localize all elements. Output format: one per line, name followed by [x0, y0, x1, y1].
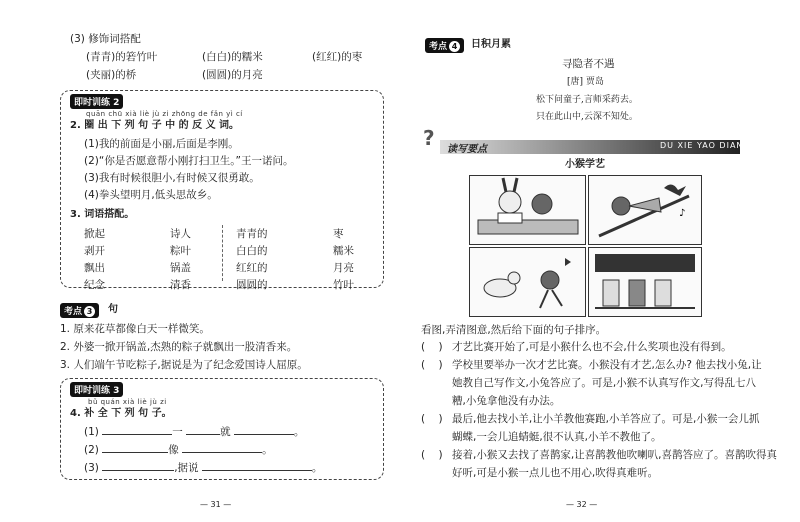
point4-badge-label: 考点	[429, 42, 448, 52]
fill-text: 。	[262, 444, 273, 456]
point3-title: 句	[108, 304, 118, 315]
story-panel-classroom	[469, 175, 586, 245]
paren-close: )	[438, 341, 443, 353]
drill2-item: (2)“你是否愿意帮小刚打扫卫生。”王一诺问。	[84, 155, 294, 167]
drill2-task: 2. 圈 出 下 列 句 子 中 的 反 义 词。	[70, 120, 240, 131]
point3-badge	[60, 303, 99, 318]
sentence: 2. 外婆一掀开锅盖,杰熟的粽子就飘出一股清香来。	[60, 341, 298, 353]
drill3-pinyin: bǔ quán xià liè jù zi	[88, 398, 167, 406]
paren-close: )	[438, 359, 443, 371]
match-word: 红红的	[236, 262, 268, 274]
match-word: 竹叶	[333, 279, 354, 291]
order-paren[interactable]	[421, 448, 443, 462]
fill-blank[interactable]	[102, 434, 172, 435]
drill2-item: (1)我的前面是小丽,后面是李刚。	[84, 138, 239, 150]
fill-text: 。	[311, 462, 323, 474]
story-panel-running	[469, 247, 586, 317]
page-number: — 31 —	[200, 500, 232, 509]
match-word: 锅盖	[170, 262, 191, 274]
drill2-pinyin: quān chū xià liè jù zi zhōng de fǎn yì cí	[86, 110, 243, 118]
point4-title: 日积月累	[471, 39, 511, 50]
order-item: 才艺比赛开始了,可是小猴什么也不会,什么奖项也没有得到。	[452, 341, 732, 353]
drill2-item: (4)拳头望明月,低头思故乡。	[84, 189, 218, 201]
sentence: 1. 原来花草都像白天一样微笑。	[60, 323, 210, 335]
drill2-item: (3)我有时候很胆小,有时候又很勇敢。	[84, 172, 260, 184]
story-title: 小猴学艺	[565, 159, 605, 170]
fill-text: 就	[220, 426, 231, 438]
modifier-pair: (白白)的糯米	[202, 51, 263, 63]
match-word: 纪念	[84, 279, 105, 291]
poem-title: 寻隐者不遇	[562, 58, 615, 70]
drill3-badge: 即时训练 3	[70, 382, 123, 397]
order-item-cont: 糟,小兔拿他没有办法。	[452, 395, 561, 407]
match-word: 诗人	[170, 228, 191, 240]
rabbit-monkey-illustration	[470, 176, 585, 244]
order-item: 接着,小猴又去找了喜鹊家,让喜鹊教他吹喇叭,喜鹊答应了。喜鹊吹得真	[452, 449, 778, 461]
point4-badge	[425, 38, 464, 53]
paren-open: (	[421, 341, 426, 353]
fill-text: 。	[293, 426, 305, 438]
paren-open: (	[421, 359, 426, 371]
fill-line-3	[84, 461, 322, 475]
modifier-pair: (圆圆)的月亮	[202, 69, 263, 81]
match-word: 糯米	[333, 245, 354, 257]
point3-badge-label: 考点	[64, 307, 83, 317]
point4-number: 4	[449, 41, 460, 52]
modifier-pair: (夹丽)的桥	[86, 69, 137, 81]
match-word: 枣	[333, 228, 344, 240]
fill-label: (1)	[84, 426, 99, 438]
fill-blank[interactable]	[182, 452, 262, 453]
magpie-trumpet-illustration	[589, 176, 701, 244]
section-pinyin: DU XIE YAO DIAN	[660, 141, 744, 150]
fill-label: (3)	[84, 462, 99, 474]
fill-text: ,据说	[174, 462, 199, 474]
modifier-title: (3) 修饰词搭配	[70, 33, 141, 45]
poem-line: 松下问童子,言师采药去。	[536, 95, 638, 105]
order-item-cont: 她教自己写作文,小兔答应了。可是,小猴不认真写作文,写得乱七八	[452, 377, 757, 389]
story-panel-stage	[588, 247, 702, 317]
fill-blank[interactable]	[234, 434, 294, 435]
match-word: 飘出	[84, 262, 105, 274]
drill3-task: 4. 补 全 下 列 句 子。	[70, 408, 172, 419]
section-title: 读写要点	[447, 144, 487, 155]
order-item: 最后,他去找小羊,让小羊教他赛跑,小羊答应了。可是,小猴一会儿抓	[452, 413, 760, 425]
svg-text:♪: ♪	[679, 208, 686, 219]
order-paren[interactable]	[421, 340, 443, 354]
goat-monkey-race-illustration	[470, 248, 585, 316]
match-word: 粽叶	[170, 245, 191, 257]
sentence: 3. 人们端午节吃粽子,据说是为了纪念爱国诗人屈原。	[60, 359, 308, 371]
modifier-pair: (青青)的箬竹叶	[86, 51, 158, 63]
match-word: 青青的	[236, 228, 268, 240]
fill-blank[interactable]	[102, 470, 174, 471]
paren-open: (	[421, 449, 426, 461]
modifier-pair: (红红)的枣	[312, 51, 363, 63]
order-paren[interactable]	[421, 412, 443, 426]
match-word: 清香	[170, 279, 191, 291]
fill-text: 像	[168, 444, 179, 456]
order-item-cont: 好听,可是小猴一点儿也不用心,吹得真难听。	[452, 467, 659, 479]
fill-blank[interactable]	[202, 470, 312, 471]
fill-blank[interactable]	[186, 434, 220, 435]
fill-blank[interactable]	[102, 452, 168, 453]
match-word: 圆圆的	[236, 279, 268, 291]
fill-line-2	[84, 443, 273, 457]
poem-author: [唐] 贾岛	[567, 77, 604, 87]
match-word: 白白的	[236, 245, 268, 257]
paren-open: (	[421, 413, 426, 425]
match-word: 掀起	[84, 228, 105, 240]
animals-stage-illustration	[589, 248, 701, 316]
divider-line	[222, 225, 223, 281]
story-panel-trumpet	[588, 175, 702, 245]
fill-label: (2)	[84, 444, 99, 456]
order-item-cont: 蝴蝶,一会儿追蜻蜓,很不认真,小羊不教他了。	[452, 431, 662, 443]
order-item: 学校里要举办一次才艺比赛。小猴没有才艺,怎么办? 他去找小兔,让	[452, 359, 762, 371]
match-word: 剥开	[84, 245, 105, 257]
drill2-badge: 即时训练 2	[70, 94, 123, 109]
order-paren[interactable]	[421, 358, 443, 372]
point3-number: 3	[84, 306, 95, 317]
question-mark-icon: ?	[423, 126, 435, 150]
fill-line-1	[84, 425, 304, 439]
match-word: 月亮	[333, 262, 354, 274]
page-number: — 32 —	[566, 500, 598, 509]
instruction: 看图,弄清图意,然后给下面的句子排序。	[421, 324, 607, 336]
drill2-task3: 3. 词语搭配。	[70, 209, 135, 220]
paren-close: )	[438, 413, 443, 425]
fill-text: 一	[172, 426, 183, 438]
paren-close: )	[438, 449, 443, 461]
poem-line: 只在此山中,云深不知处。	[536, 112, 638, 122]
